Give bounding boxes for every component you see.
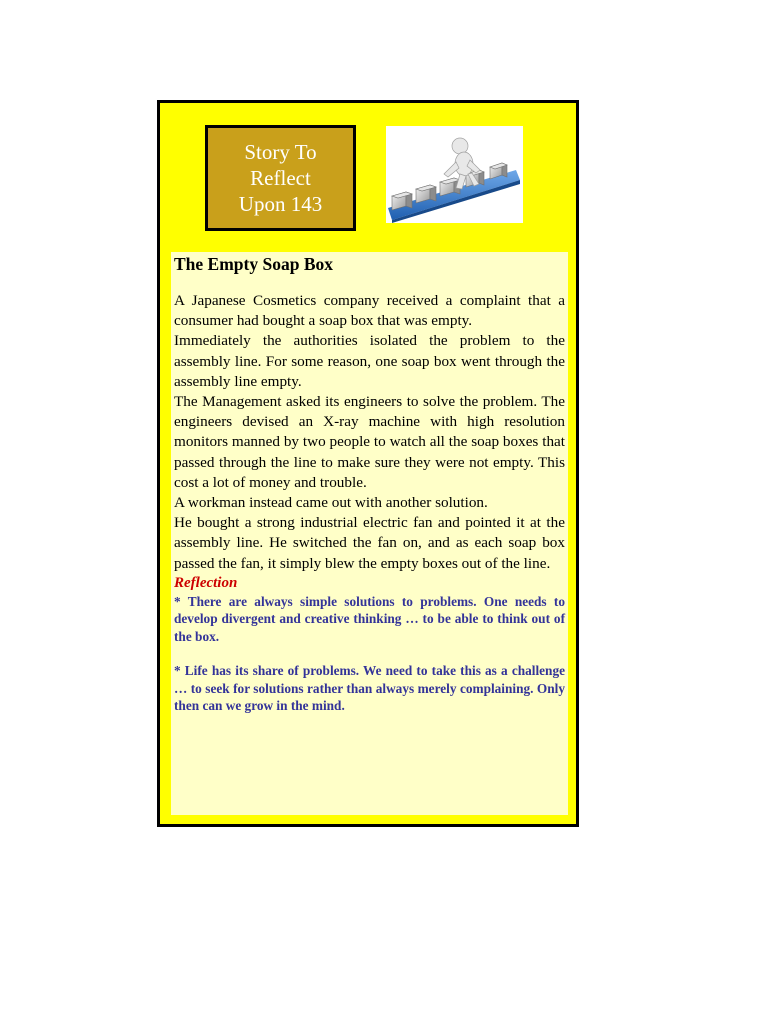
assembly-line-worker-icon	[386, 126, 523, 223]
story-paragraph: A workman instead came out with another solution.	[174, 494, 488, 512]
story-paragraph: Immediately the authorities isolated the problem to the assembly line. For some reason, one soap box went through the assembly line empty.	[174, 332, 565, 390]
reflection-label: Reflection	[174, 574, 238, 591]
title-box	[205, 125, 356, 231]
story-heading: The Empty Soap Box	[174, 254, 333, 274]
story-content	[171, 252, 568, 815]
page-title: Story To Reflect Upon 143	[238, 140, 323, 216]
spacer	[174, 645, 565, 662]
story-paragraph: A Japanese Cosmetics company received a complaint that a consumer had bought a soap box that was empty.	[174, 292, 565, 330]
story-paragraph: He bought a strong industrial electric fan and pointed it at the assembly line. He switched the fan on, and as each soap box passed the fan, it simply blew the empty boxes out of the line.	[174, 514, 565, 572]
reflection-point: * Life has its share of problems. We need to take this as a challenge … to seek for solutions rather than always merely complaining. Only then can we grow in the mind.	[174, 663, 565, 714]
reflection-point: * There are always simple solutions to problems. One needs to develop divergent and creative thinking … to be able to think out of the box.	[174, 593, 565, 644]
assembly-line-illustration	[386, 126, 523, 223]
story-paragraph: The Management asked its engineers to solve the problem. The engineers devised an X-ray machine with high resolution monitors manned by two people to watch all the soap boxes that passed through the line to make sure they were not empty. This cost a lot of money and trouble.	[174, 393, 565, 491]
story-card	[157, 100, 579, 827]
